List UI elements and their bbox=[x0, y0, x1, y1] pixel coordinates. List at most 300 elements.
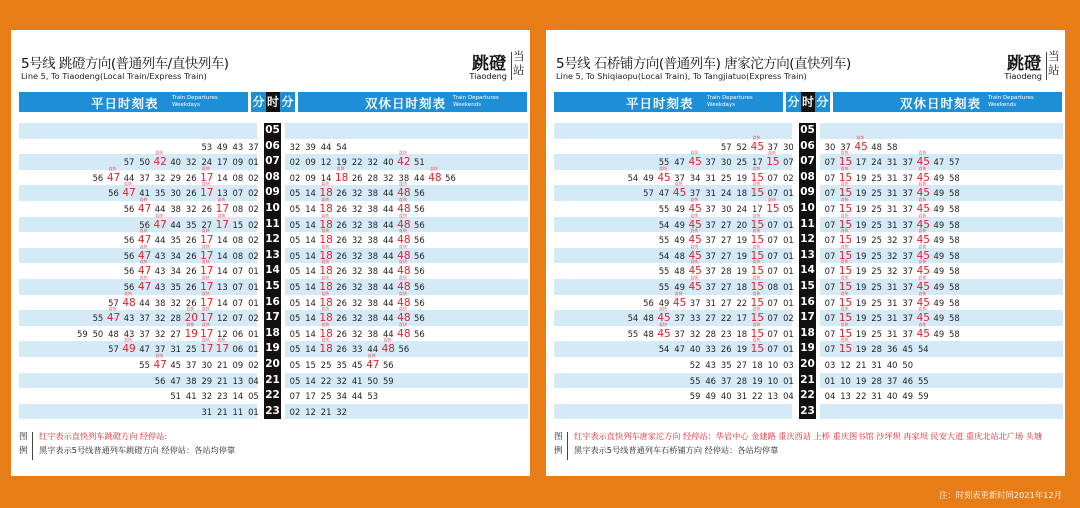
departure-minute: 26 bbox=[185, 297, 197, 308]
departure-minute: 03 bbox=[824, 359, 836, 370]
departure-minute: 01 bbox=[783, 250, 794, 261]
departure-minute: 25 bbox=[871, 313, 882, 324]
departure-minute: 38 bbox=[367, 250, 379, 261]
departure-minute: 56 bbox=[643, 297, 654, 308]
departure-minute: 58 bbox=[949, 219, 960, 230]
departure-minute: 14 bbox=[305, 250, 316, 261]
express-departure-minute: 直快 17 bbox=[200, 295, 214, 311]
departure-minute: 25 bbox=[871, 328, 882, 339]
departure-minute: 15 bbox=[305, 359, 316, 370]
departure-minute: 09 bbox=[305, 172, 316, 183]
hour-row-12 bbox=[19, 232, 528, 248]
departure-minute: 44 bbox=[170, 219, 182, 230]
departure-minute: 32 bbox=[351, 219, 363, 230]
departure-minute: 55 bbox=[92, 313, 104, 324]
hour-row-17 bbox=[19, 310, 528, 326]
departure-minute: 37 bbox=[674, 172, 685, 183]
departure-minute: 07 bbox=[767, 313, 779, 324]
departure-minute: 28 bbox=[871, 375, 882, 386]
departure-minute: 46 bbox=[902, 375, 914, 386]
departure-minute: 37 bbox=[139, 172, 150, 183]
departure-minute: 25 bbox=[871, 250, 882, 261]
minute-column-label: 分 bbox=[786, 92, 801, 112]
departure-minute: 50 bbox=[902, 359, 914, 370]
departure-minute: 07 bbox=[824, 203, 836, 214]
departure-minute: 49 bbox=[933, 250, 945, 261]
weekday-header-title: 平日时刻表 bbox=[91, 96, 159, 111]
departure-minute: 07 bbox=[289, 391, 301, 402]
departure-minute: 54 bbox=[917, 344, 929, 355]
departure-minute: 49 bbox=[933, 188, 945, 199]
express-departure-minute: 直快 17 bbox=[200, 341, 214, 357]
hour-row-23 bbox=[19, 404, 528, 420]
departure-minute: 26 bbox=[336, 313, 347, 324]
departure-minute: 57 bbox=[949, 157, 960, 168]
express-departure-minute: 直快 18 bbox=[335, 170, 349, 186]
departure-minute: 37 bbox=[902, 281, 914, 292]
departure-minute: 25 bbox=[871, 188, 882, 199]
departure-minute: 30 bbox=[720, 157, 732, 168]
departure-minute: 26 bbox=[720, 344, 732, 355]
express-departure-minute: 直快 45 bbox=[916, 232, 930, 248]
departure-minute: 44 bbox=[320, 141, 332, 152]
departure-minute: 59 bbox=[917, 391, 929, 402]
departure-minute: 45 bbox=[170, 359, 182, 370]
departure-minute: 44 bbox=[382, 313, 394, 324]
express-departure-minute: 直快 48 bbox=[397, 248, 411, 264]
hour-row-09 bbox=[554, 185, 1063, 201]
departure-minute: 28 bbox=[720, 266, 732, 277]
departure-minute: 07 bbox=[824, 313, 836, 324]
departure-minute: 25 bbox=[871, 266, 882, 277]
departure-minute: 37 bbox=[902, 297, 914, 308]
hour-label: 12 bbox=[799, 232, 816, 248]
departure-minute: 22 bbox=[752, 391, 763, 402]
departure-minute: 38 bbox=[367, 281, 379, 292]
departure-minute: 19 bbox=[855, 188, 867, 199]
hour-label: 06 bbox=[264, 139, 281, 155]
departure-minute: 28 bbox=[170, 313, 182, 324]
departure-minute: 14 bbox=[217, 297, 228, 308]
departure-minute: 59 bbox=[382, 375, 394, 386]
weekend-header-en: Train Departures Weekends bbox=[453, 95, 499, 108]
departure-minute: 28 bbox=[705, 328, 717, 339]
departure-minute: 26 bbox=[336, 188, 347, 199]
departure-minute: 14 bbox=[305, 375, 316, 386]
departure-minute: 44 bbox=[154, 203, 166, 214]
departure-minute: 56 bbox=[414, 281, 425, 292]
departure-minute: 30 bbox=[720, 203, 732, 214]
departure-minute: 07 bbox=[767, 172, 779, 183]
departure-minute: 06 bbox=[232, 344, 244, 355]
express-departure-minute: 直快 15 bbox=[839, 341, 853, 357]
departure-minute: 07 bbox=[232, 297, 244, 308]
express-departure-minute: 直快 47 bbox=[138, 263, 152, 279]
row-band bbox=[285, 123, 528, 139]
hour-row-23 bbox=[554, 404, 1063, 420]
departure-minute: 18 bbox=[736, 188, 748, 199]
departure-minute: 44 bbox=[382, 219, 394, 230]
departure-minute: 37 bbox=[705, 203, 717, 214]
departure-minute: 02 bbox=[248, 219, 259, 230]
departure-minute: 27 bbox=[720, 219, 732, 230]
express-departure-minute: 直快 45 bbox=[916, 326, 930, 342]
departure-minute: 31 bbox=[886, 172, 898, 183]
departure-minute: 26 bbox=[185, 172, 197, 183]
express-departure-minute: 直快 18 bbox=[319, 310, 333, 326]
departure-minute: 07 bbox=[824, 297, 836, 308]
departure-minute: 26 bbox=[336, 328, 347, 339]
departure-minute: 01 bbox=[783, 328, 794, 339]
departure-minute: 56 bbox=[123, 266, 135, 277]
departure-minute: 37 bbox=[705, 235, 717, 246]
hour-label: 19 bbox=[799, 341, 816, 357]
hour-row-14 bbox=[19, 263, 528, 279]
departure-minute: 28 bbox=[736, 375, 748, 386]
departure-minute: 54 bbox=[658, 250, 670, 261]
departure-minute: 26 bbox=[336, 344, 347, 355]
departure-minute: 41 bbox=[139, 188, 150, 199]
departure-minute: 10 bbox=[840, 375, 851, 386]
timetable-panel-shiqiaopu-tangjiatuo bbox=[546, 30, 1065, 476]
express-departure-minute: 直快 45 bbox=[673, 295, 687, 311]
departure-minute: 26 bbox=[185, 188, 197, 199]
departure-minute: 05 bbox=[289, 219, 301, 230]
departure-minute: 32 bbox=[351, 328, 363, 339]
hour-label: 20 bbox=[799, 357, 816, 373]
departure-minute: 40 bbox=[886, 391, 898, 402]
departure-minute: 53 bbox=[201, 141, 213, 152]
express-departure-minute: 直快 18 bbox=[319, 232, 333, 248]
departure-minute: 19 bbox=[336, 157, 347, 168]
departure-minute: 48 bbox=[674, 250, 685, 261]
hour-label: 08 bbox=[799, 170, 816, 186]
departure-minute: 31 bbox=[201, 406, 213, 417]
departure-minute: 56 bbox=[414, 313, 425, 324]
departure-minute: 13 bbox=[767, 391, 779, 402]
departure-minute: 43 bbox=[232, 141, 244, 152]
departure-minute: 02 bbox=[783, 172, 794, 183]
express-departure-minute: 直快 18 bbox=[319, 295, 333, 311]
departure-minute: 07 bbox=[232, 266, 244, 277]
legend-label: 图 例 bbox=[19, 432, 28, 456]
departure-minute: 05 bbox=[289, 297, 301, 308]
departure-minute: 37 bbox=[886, 375, 898, 386]
departure-minute: 01 bbox=[783, 344, 794, 355]
departure-minute: 18 bbox=[736, 281, 748, 292]
departure-minute: 54 bbox=[658, 344, 670, 355]
departure-minute: 57 bbox=[108, 297, 119, 308]
hour-row-11 bbox=[19, 217, 528, 233]
departure-minute: 19 bbox=[855, 203, 867, 214]
departure-minute: 59 bbox=[689, 391, 701, 402]
express-departure-minute: 直快 18 bbox=[319, 185, 333, 201]
departure-minute: 56 bbox=[398, 344, 410, 355]
express-departure-minute: 直快 17 bbox=[215, 341, 229, 357]
express-departure-minute: 直快 48 bbox=[397, 326, 411, 342]
current-station-label: 当站 bbox=[1048, 49, 1060, 77]
departure-minute: 25 bbox=[871, 281, 882, 292]
departure-minute: 27 bbox=[201, 219, 213, 230]
departure-minute: 44 bbox=[139, 297, 150, 308]
departure-minute: 14 bbox=[305, 266, 316, 277]
departure-minute: 17 bbox=[752, 157, 763, 168]
hour-row-13 bbox=[554, 248, 1063, 264]
hour-row-07 bbox=[554, 154, 1063, 170]
departure-minute: 07 bbox=[232, 188, 244, 199]
departure-minute: 33 bbox=[689, 313, 701, 324]
departure-minute: 49 bbox=[217, 141, 228, 152]
departure-minute: 13 bbox=[840, 391, 851, 402]
departure-minute: 08 bbox=[232, 203, 244, 214]
departure-minute: 56 bbox=[414, 203, 425, 214]
minute-column-label: 分 bbox=[815, 92, 830, 112]
departure-minute: 32 bbox=[886, 250, 898, 261]
departure-minute: 14 bbox=[305, 219, 316, 230]
departure-minute: 55 bbox=[627, 328, 639, 339]
hour-label: 15 bbox=[799, 279, 816, 295]
departure-minute: 38 bbox=[367, 297, 379, 308]
departure-minute: 25 bbox=[320, 391, 332, 402]
departure-minute: 28 bbox=[871, 344, 882, 355]
hour-label: 10 bbox=[799, 201, 816, 217]
departure-minute: 07 bbox=[824, 266, 836, 277]
departure-minute: 48 bbox=[643, 328, 654, 339]
departure-minute: 35 bbox=[720, 359, 732, 370]
hour-label: 17 bbox=[799, 310, 816, 326]
express-departure-minute: 直快 45 bbox=[688, 217, 702, 233]
departure-minute: 57 bbox=[123, 157, 135, 168]
departure-minute: 56 bbox=[414, 328, 425, 339]
departure-minute: 56 bbox=[414, 188, 425, 199]
departure-minute: 01 bbox=[248, 406, 259, 417]
departure-minute: 32 bbox=[154, 313, 166, 324]
departure-minute: 40 bbox=[689, 344, 701, 355]
hour-row-21 bbox=[554, 373, 1063, 389]
departure-minute: 07 bbox=[824, 250, 836, 261]
departure-minute: 49 bbox=[933, 297, 945, 308]
departure-minute: 35 bbox=[170, 281, 182, 292]
departure-minute: 07 bbox=[767, 250, 779, 261]
hour-label: 13 bbox=[264, 248, 281, 264]
express-departure-minute: 直快 47 bbox=[107, 170, 121, 186]
departure-minute: 45 bbox=[351, 359, 363, 370]
hour-row-05 bbox=[554, 123, 1063, 139]
departure-minute: 23 bbox=[217, 391, 228, 402]
departure-minute: 19 bbox=[855, 281, 867, 292]
departure-minute: 05 bbox=[289, 328, 301, 339]
departure-minute: 26 bbox=[351, 172, 363, 183]
departure-minute: 37 bbox=[720, 375, 732, 386]
departure-minute: 32 bbox=[367, 157, 379, 168]
departure-minute: 19 bbox=[855, 297, 867, 308]
express-departure-minute: 直快 15 bbox=[750, 217, 764, 233]
hour-row-20 bbox=[19, 357, 528, 373]
departure-minute: 43 bbox=[154, 281, 166, 292]
departure-minute: 12 bbox=[217, 328, 228, 339]
express-departure-minute: 直快 47 bbox=[107, 310, 121, 326]
express-departure-minute: 直快 45 bbox=[916, 263, 930, 279]
express-departure-minute: 直快 15 bbox=[839, 185, 853, 201]
departure-minute: 01 bbox=[783, 297, 794, 308]
departure-minute: 34 bbox=[170, 266, 182, 277]
hour-label: 18 bbox=[799, 326, 816, 342]
hour-column-label: 时 bbox=[266, 92, 280, 112]
express-departure-minute: 直快 17 bbox=[200, 232, 214, 248]
hour-row-08 bbox=[554, 170, 1063, 186]
departure-minute: 19 bbox=[855, 375, 867, 386]
hour-row-12 bbox=[554, 232, 1063, 248]
departure-minute: 19 bbox=[752, 375, 763, 386]
departure-minute: 17 bbox=[217, 157, 228, 168]
departure-minute: 07 bbox=[824, 328, 836, 339]
departure-minute: 07 bbox=[824, 157, 836, 168]
legend-label: 图 例 bbox=[554, 432, 563, 456]
hour-label: 11 bbox=[799, 217, 816, 233]
departure-minute: 56 bbox=[139, 219, 150, 230]
departure-minute: 53 bbox=[367, 391, 379, 402]
departure-minute: 37 bbox=[139, 313, 150, 324]
departure-minute: 03 bbox=[783, 359, 794, 370]
departure-minute: 31 bbox=[705, 297, 717, 308]
weekday-header-en: Train Departures Weekdays bbox=[172, 95, 218, 108]
express-departure-minute: 直快 15 bbox=[750, 279, 764, 295]
departure-minute: 26 bbox=[201, 203, 213, 214]
timetable-rows bbox=[554, 123, 1063, 419]
departure-minute: 02 bbox=[289, 172, 301, 183]
departure-minute: 56 bbox=[414, 235, 425, 246]
hour-label: 17 bbox=[264, 310, 281, 326]
station-name-en: Tiaodeng bbox=[469, 71, 507, 81]
express-departure-minute: 直快 45 bbox=[916, 154, 930, 170]
express-departure-minute: 直快 47 bbox=[366, 357, 380, 373]
departure-minute: 11 bbox=[232, 406, 244, 417]
hour-row-18 bbox=[554, 326, 1063, 342]
express-departure-minute: 直快 45 bbox=[854, 139, 868, 155]
departure-minute: 01 bbox=[783, 266, 794, 277]
departure-minute: 04 bbox=[824, 391, 836, 402]
departure-minute: 55 bbox=[917, 375, 929, 386]
departure-minute: 26 bbox=[336, 219, 347, 230]
express-departure-minute: 直快 18 bbox=[319, 248, 333, 264]
departure-minute: 27 bbox=[720, 297, 732, 308]
departure-minute: 37 bbox=[902, 266, 914, 277]
departure-minute: 25 bbox=[736, 157, 748, 168]
departure-minute: 49 bbox=[933, 313, 945, 324]
departure-minute: 07 bbox=[783, 157, 794, 168]
hour-row-06 bbox=[19, 139, 528, 155]
departure-minute: 44 bbox=[382, 235, 394, 246]
express-departure-minute: 直快 17 bbox=[200, 310, 214, 326]
departure-minute: 05 bbox=[289, 344, 301, 355]
legend-local: 黑字表示5号线普通列车石桥铺方向 经停站：各站均停靠 bbox=[574, 445, 779, 455]
departure-minute: 02 bbox=[248, 313, 259, 324]
departure-minute: 19 bbox=[736, 344, 748, 355]
departure-minute: 40 bbox=[886, 359, 898, 370]
title-divider bbox=[1046, 52, 1047, 80]
hour-label: 18 bbox=[264, 326, 281, 342]
departure-minute: 31 bbox=[886, 157, 898, 168]
hour-row-14 bbox=[554, 263, 1063, 279]
hour-label: 16 bbox=[799, 295, 816, 311]
express-departure-minute: 直快 17 bbox=[200, 170, 214, 186]
departure-minute: 56 bbox=[414, 250, 425, 261]
departure-minute: 54 bbox=[658, 219, 670, 230]
departure-minute: 38 bbox=[367, 266, 379, 277]
departure-minute: 44 bbox=[382, 203, 394, 214]
express-departure-minute: 直快 48 bbox=[397, 232, 411, 248]
departure-minute: 58 bbox=[949, 203, 960, 214]
hour-row-08 bbox=[19, 170, 528, 186]
departure-minute: 32 bbox=[351, 266, 363, 277]
express-departure-minute: 直快 48 bbox=[397, 295, 411, 311]
departure-minute: 21 bbox=[217, 406, 228, 417]
express-departure-minute: 直快 48 bbox=[122, 295, 136, 311]
departure-minute: 38 bbox=[367, 313, 379, 324]
departure-minute: 37 bbox=[902, 250, 914, 261]
departure-minute: 31 bbox=[886, 328, 898, 339]
departure-minute: 44 bbox=[382, 328, 394, 339]
departure-minute: 48 bbox=[674, 266, 685, 277]
departure-minute: 12 bbox=[217, 313, 228, 324]
departure-minute: 58 bbox=[886, 141, 898, 152]
panel-title: 5号线 跳磴方向(普通列车/直快列车) bbox=[21, 56, 229, 72]
departure-minute: 49 bbox=[933, 203, 945, 214]
departure-minute: 49 bbox=[902, 391, 914, 402]
departure-minute: 44 bbox=[382, 297, 394, 308]
departure-minute: 07 bbox=[767, 266, 779, 277]
departure-minute: 22 bbox=[720, 313, 732, 324]
departure-minute: 25 bbox=[185, 344, 197, 355]
departure-minute: 58 bbox=[949, 328, 960, 339]
departure-minute: 35 bbox=[170, 235, 182, 246]
departure-minute: 21 bbox=[320, 406, 332, 417]
departure-minute: 45 bbox=[902, 344, 914, 355]
departure-minute: 44 bbox=[382, 250, 394, 261]
express-departure-minute: 直快 15 bbox=[839, 154, 853, 170]
departure-minute: 07 bbox=[767, 235, 779, 246]
departure-minute: 32 bbox=[351, 188, 363, 199]
row-band bbox=[554, 404, 792, 420]
express-departure-minute: 直快 48 bbox=[428, 170, 442, 186]
express-departure-minute: 直快 15 bbox=[839, 263, 853, 279]
departure-minute: 01 bbox=[783, 219, 794, 230]
timetable-panel-tiaodeng bbox=[11, 30, 530, 476]
express-departure-minute: 直快 17 bbox=[200, 279, 214, 295]
express-departure-minute: 直快 48 bbox=[397, 279, 411, 295]
departure-minute: 05 bbox=[289, 203, 301, 214]
departure-minute: 54 bbox=[627, 172, 639, 183]
departure-minute: 18 bbox=[752, 359, 763, 370]
departure-minute: 14 bbox=[305, 328, 316, 339]
hour-row-05 bbox=[19, 123, 528, 139]
express-departure-minute: 直快 18 bbox=[319, 326, 333, 342]
departure-minute: 38 bbox=[367, 328, 379, 339]
express-departure-minute: 直快 18 bbox=[319, 341, 333, 357]
departure-minute: 19 bbox=[855, 235, 867, 246]
departure-minute: 55 bbox=[689, 375, 701, 386]
departure-minute: 37 bbox=[902, 172, 914, 183]
departure-minute: 27 bbox=[705, 313, 717, 324]
express-departure-minute: 直快 15 bbox=[839, 295, 853, 311]
departure-minute: 37 bbox=[705, 266, 717, 277]
departure-minute: 31 bbox=[736, 391, 748, 402]
departure-minute: 44 bbox=[382, 266, 394, 277]
departure-minute: 18 bbox=[736, 328, 748, 339]
departure-minute: 26 bbox=[336, 281, 347, 292]
departure-minute: 55 bbox=[139, 359, 150, 370]
departure-minute: 26 bbox=[185, 250, 197, 261]
